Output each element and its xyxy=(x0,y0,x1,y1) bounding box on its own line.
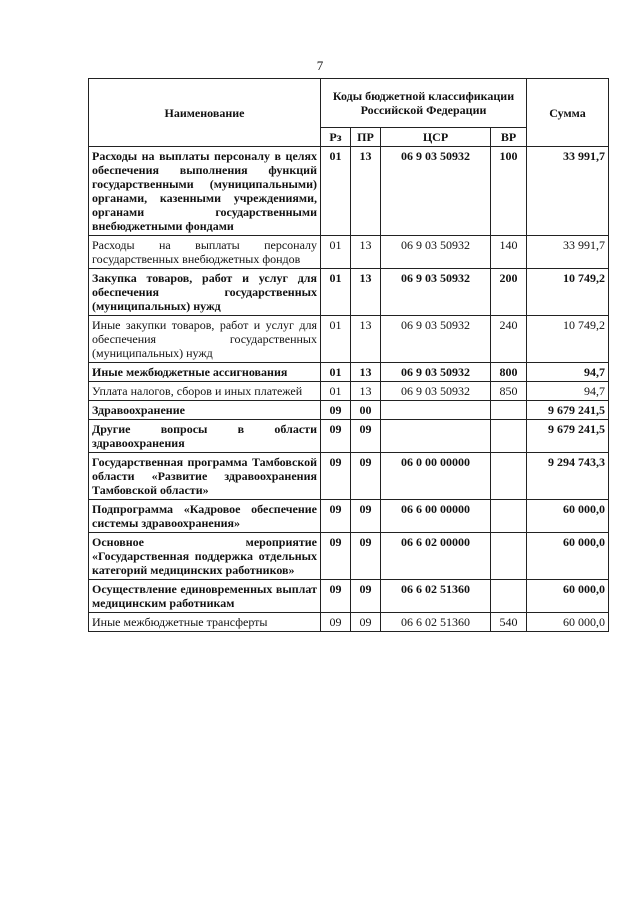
row-pr: 00 xyxy=(351,401,381,420)
table-row xyxy=(89,420,609,453)
row-csr: 06 6 02 51360 xyxy=(381,613,491,632)
page-number: 7 xyxy=(316,58,324,73)
table-row xyxy=(89,363,609,382)
row-rz: 01 xyxy=(321,316,351,363)
row-name: Закупка товаров, работ и услуг для обеспечения государственных (муниципальных) нужд xyxy=(89,269,321,316)
row-sum: 60 000,0 xyxy=(527,613,609,632)
row-csr: 06 9 03 50932 xyxy=(381,316,491,363)
table-row xyxy=(89,500,609,533)
row-pr: 13 xyxy=(351,363,381,382)
row-rz: 01 xyxy=(321,363,351,382)
row-sum: 33 991,7 xyxy=(527,147,609,236)
row-sum: 9 679 241,5 xyxy=(527,420,609,453)
row-rz: 09 xyxy=(321,420,351,453)
row-sum: 10 749,2 xyxy=(527,316,609,363)
row-vr: 800 xyxy=(491,363,527,382)
header-name: Наименование xyxy=(89,79,321,147)
row-name: Другие вопросы в области здравоохранения xyxy=(89,420,321,453)
row-vr xyxy=(491,420,527,453)
table-body xyxy=(89,147,609,632)
row-pr: 09 xyxy=(351,613,381,632)
table-row xyxy=(89,382,609,401)
row-sum: 60 000,0 xyxy=(527,533,609,580)
row-vr: 140 xyxy=(491,236,527,269)
row-sum: 94,7 xyxy=(527,363,609,382)
row-pr: 13 xyxy=(351,147,381,236)
row-pr: 09 xyxy=(351,533,381,580)
row-pr: 13 xyxy=(351,269,381,316)
row-vr: 540 xyxy=(491,613,527,632)
row-vr xyxy=(491,453,527,500)
table-row xyxy=(89,401,609,420)
row-pr: 13 xyxy=(351,236,381,269)
row-name: Основное мероприятие «Государственная поддержка отдельных категорий медицинских работников» xyxy=(89,533,321,580)
table-row xyxy=(89,236,609,269)
row-vr xyxy=(491,533,527,580)
row-name: Расходы на выплаты персоналу государственных внебюджетных фондов xyxy=(89,236,321,269)
table-row xyxy=(89,613,609,632)
row-csr: 06 9 03 50932 xyxy=(381,269,491,316)
header-vr: ВР xyxy=(491,128,527,147)
table-row xyxy=(89,453,609,500)
row-vr: 100 xyxy=(491,147,527,236)
row-pr: 09 xyxy=(351,500,381,533)
table-row xyxy=(89,580,609,613)
row-vr: 240 xyxy=(491,316,527,363)
header-csr: ЦСР xyxy=(381,128,491,147)
row-rz: 09 xyxy=(321,613,351,632)
row-rz: 09 xyxy=(321,580,351,613)
row-csr xyxy=(381,401,491,420)
row-sum: 10 749,2 xyxy=(527,269,609,316)
row-name: Иные межбюджетные ассигнования xyxy=(89,363,321,382)
row-csr xyxy=(381,420,491,453)
budget-table xyxy=(88,78,609,632)
row-rz: 09 xyxy=(321,500,351,533)
row-csr: 06 6 02 51360 xyxy=(381,580,491,613)
row-pr: 13 xyxy=(351,316,381,363)
row-sum: 9 679 241,5 xyxy=(527,401,609,420)
row-csr: 06 9 03 50932 xyxy=(381,363,491,382)
row-name: Иные закупки товаров, работ и услуг для обеспечения государственных (муниципальных) нужд xyxy=(89,316,321,363)
row-name: Расходы на выплаты персоналу в целях обеспечения выполнения функций государственными (муниципальными) органами, казенными учреждениями, органами государственными внебюджетными фондами xyxy=(89,147,321,236)
row-csr: 06 9 03 50932 xyxy=(381,236,491,269)
table-row xyxy=(89,316,609,363)
row-rz: 01 xyxy=(321,382,351,401)
row-csr: 06 6 00 00000 xyxy=(381,500,491,533)
row-vr xyxy=(491,500,527,533)
header-pr: ПР xyxy=(351,128,381,147)
row-rz: 01 xyxy=(321,236,351,269)
header-row xyxy=(89,79,609,128)
header-codes: Коды бюджетной классификации Российской Федерации xyxy=(321,79,527,128)
row-pr: 09 xyxy=(351,453,381,500)
row-pr: 09 xyxy=(351,580,381,613)
row-vr xyxy=(491,401,527,420)
row-rz: 09 xyxy=(321,453,351,500)
header-rz: Рз xyxy=(321,128,351,147)
row-rz: 09 xyxy=(321,401,351,420)
row-rz: 01 xyxy=(321,147,351,236)
row-vr: 200 xyxy=(491,269,527,316)
row-name: Осуществление единовременных выплат медицинским работникам xyxy=(89,580,321,613)
row-rz: 09 xyxy=(321,533,351,580)
row-sum: 60 000,0 xyxy=(527,580,609,613)
table-row xyxy=(89,269,609,316)
row-name: Подпрограмма «Кадровое обеспечение системы здравоохранения» xyxy=(89,500,321,533)
row-csr: 06 6 02 00000 xyxy=(381,533,491,580)
row-sum: 33 991,7 xyxy=(527,236,609,269)
row-rz: 01 xyxy=(321,269,351,316)
row-name: Здравоохранение xyxy=(89,401,321,420)
row-vr xyxy=(491,580,527,613)
row-csr: 06 9 03 50932 xyxy=(381,382,491,401)
table-row xyxy=(89,147,609,236)
row-name: Уплата налогов, сборов и иных платежей xyxy=(89,382,321,401)
row-sum: 94,7 xyxy=(527,382,609,401)
row-name: Государственная программа Тамбовской области «Развитие здравоохранения Тамбовской области» xyxy=(89,453,321,500)
row-sum: 60 000,0 xyxy=(527,500,609,533)
table-row xyxy=(89,533,609,580)
row-pr: 13 xyxy=(351,382,381,401)
row-sum: 9 294 743,3 xyxy=(527,453,609,500)
row-csr: 06 0 00 00000 xyxy=(381,453,491,500)
row-csr: 06 9 03 50932 xyxy=(381,147,491,236)
row-pr: 09 xyxy=(351,420,381,453)
row-name: Иные межбюджетные трансферты xyxy=(89,613,321,632)
row-vr: 850 xyxy=(491,382,527,401)
header-sum: Сумма xyxy=(527,79,609,147)
